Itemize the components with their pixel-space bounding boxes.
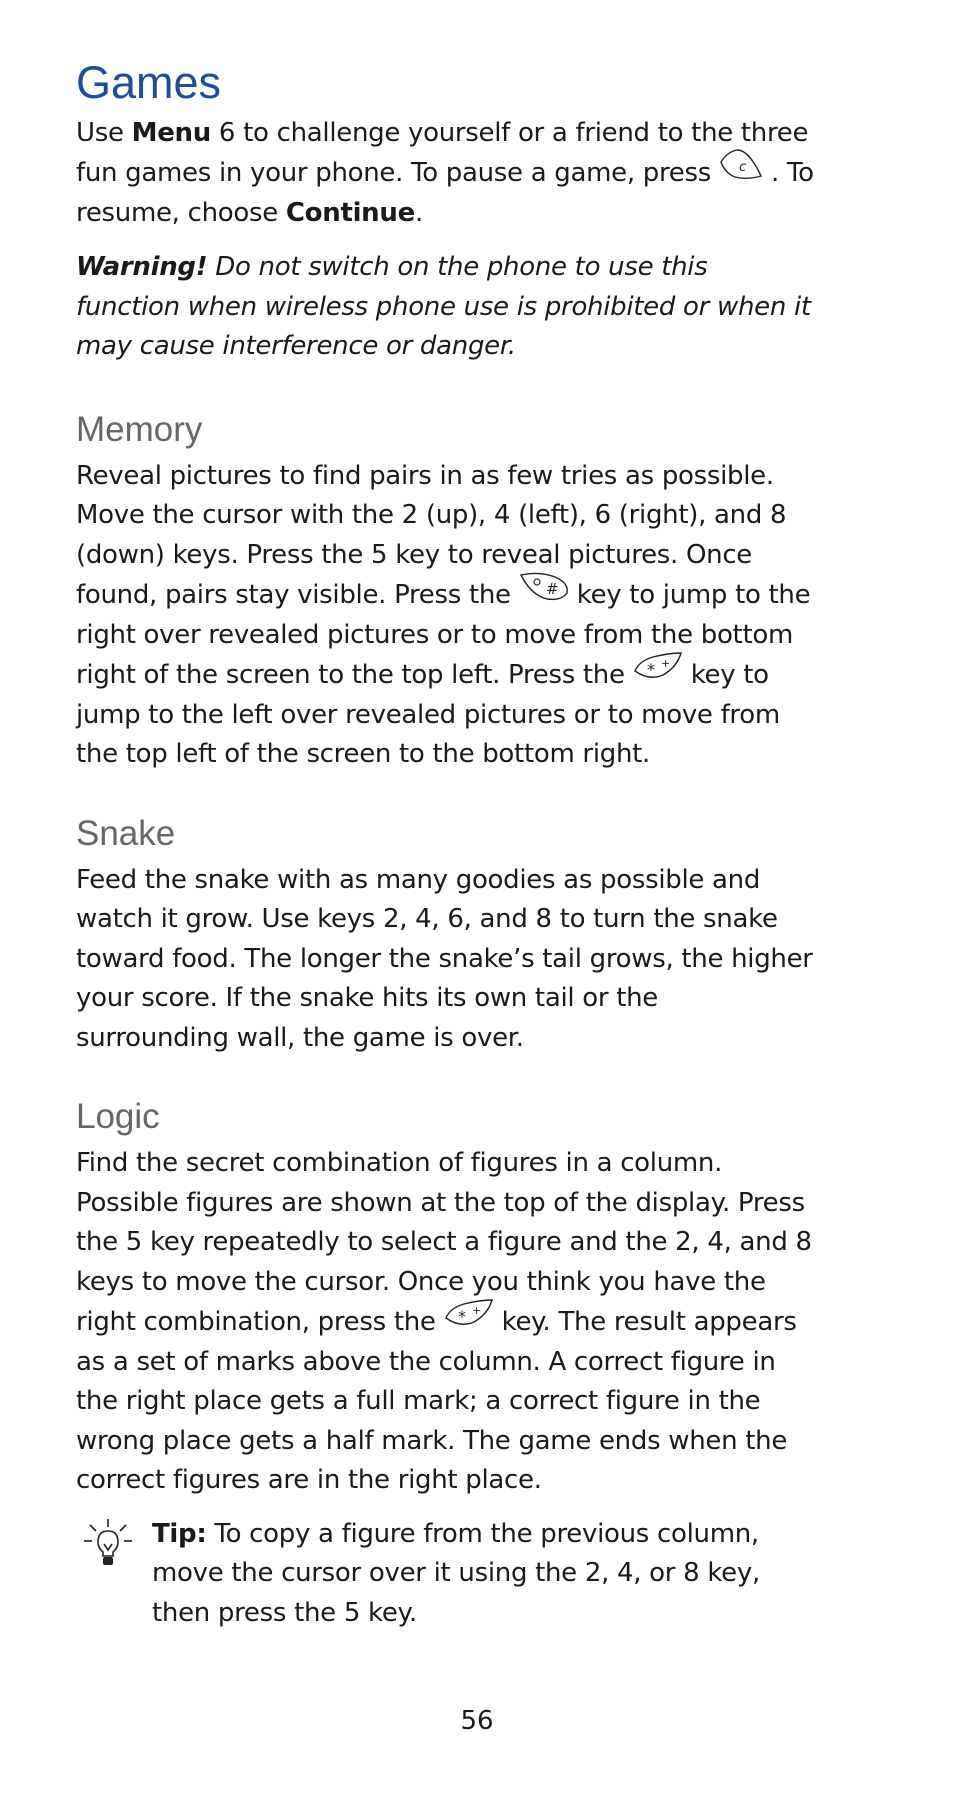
intro-text-4: . — [414, 197, 423, 228]
lightbulb-icon — [82, 1517, 134, 1569]
memory-text-3: key to jump to the left over revealed pictures or to move from the top left of the screen to the bottom right. — [76, 659, 780, 769]
memory-text-2: key to jump to the right over revealed pictures or to move from the bottom right of the screen to the top left. Press the — [76, 579, 811, 690]
tip-paragraph — [152, 1515, 816, 1634]
intro-text-2: 6 to challenge yourself or a friend to the three fun games in your phone. To pause a game, press — [76, 117, 809, 188]
logic-text-1: Find the secret combination of figures in a column. Possible figures are shown at the top of the display. Press the 5 key repeatedly to select a figure and the 2, 4, and 8 keys to move the cursor. Once you think you have the right combination, press the — [76, 1148, 812, 1337]
warning-label: Warning! — [76, 252, 208, 282]
logic-text-2: key. The result appears as a set of marks above the column. A correct figure in the right place gets a full mark; a correct figure in the wrong place gets a half mark. The game ends when the correct figures are in the right place. — [76, 1306, 797, 1495]
svg-text:+: + — [660, 657, 670, 670]
intro-text-3: . To resume, choose — [76, 157, 814, 228]
star-key-icon — [442, 1296, 496, 1343]
snake-paragraph: Feed the snake with as many goodies as possible and watch it grow. Use keys 2, 4, 6, and 8 to turn the snake toward food. The longer the snake’s tail grows, the higher your score. If the snake hits its own tail or the surrounding wall, the game is over. — [76, 864, 813, 1053]
menu-term: Menu — [131, 117, 211, 148]
page-number: 56 — [460, 1706, 494, 1736]
continue-term: Continue — [285, 197, 415, 228]
tip-block — [76, 1515, 816, 1634]
intro-paragraph — [76, 114, 816, 234]
hash-key-icon — [517, 569, 571, 616]
star-key-icon — [631, 649, 685, 696]
svg-text:#: # — [545, 580, 559, 598]
svg-text:*: * — [646, 660, 655, 679]
tip-text: To copy a figure from the previous column, move the cursor over it using the 2, 4, or 8 key, then press the 5 key. — [152, 1518, 760, 1628]
memory-section — [76, 409, 816, 775]
logic-paragraph — [76, 1144, 816, 1501]
intro-text-1: Use — [76, 117, 132, 148]
snake-section — [76, 813, 816, 1059]
page-title: Games — [76, 57, 222, 108]
memory-paragraph — [76, 457, 816, 775]
svg-text:c: c — [739, 160, 746, 175]
warning-paragraph — [76, 248, 816, 367]
svg-text:*: * — [457, 1307, 466, 1326]
clear-key-icon — [717, 147, 765, 194]
logic-section — [76, 1096, 816, 1633]
snake-heading: Snake — [76, 813, 176, 853]
memory-heading: Memory — [76, 409, 203, 449]
svg-text:+: + — [471, 1304, 481, 1317]
tip-label: Tip: — [152, 1518, 207, 1549]
manual-page — [76, 58, 816, 1633]
warning-text: Do not switch on the phone to use this function when wireless phone use is prohibited or when it may cause interference or danger. — [76, 252, 811, 361]
memory-text-1: Reveal pictures to find pairs in as few tries as possible. Move the cursor with the 2 (up), 4 (left), 6 (right), and 8 (down) keys. Press the 5 key to reveal pictures. Once found, pairs stay visible. Press the — [76, 460, 787, 610]
logic-heading: Logic — [76, 1097, 160, 1136]
